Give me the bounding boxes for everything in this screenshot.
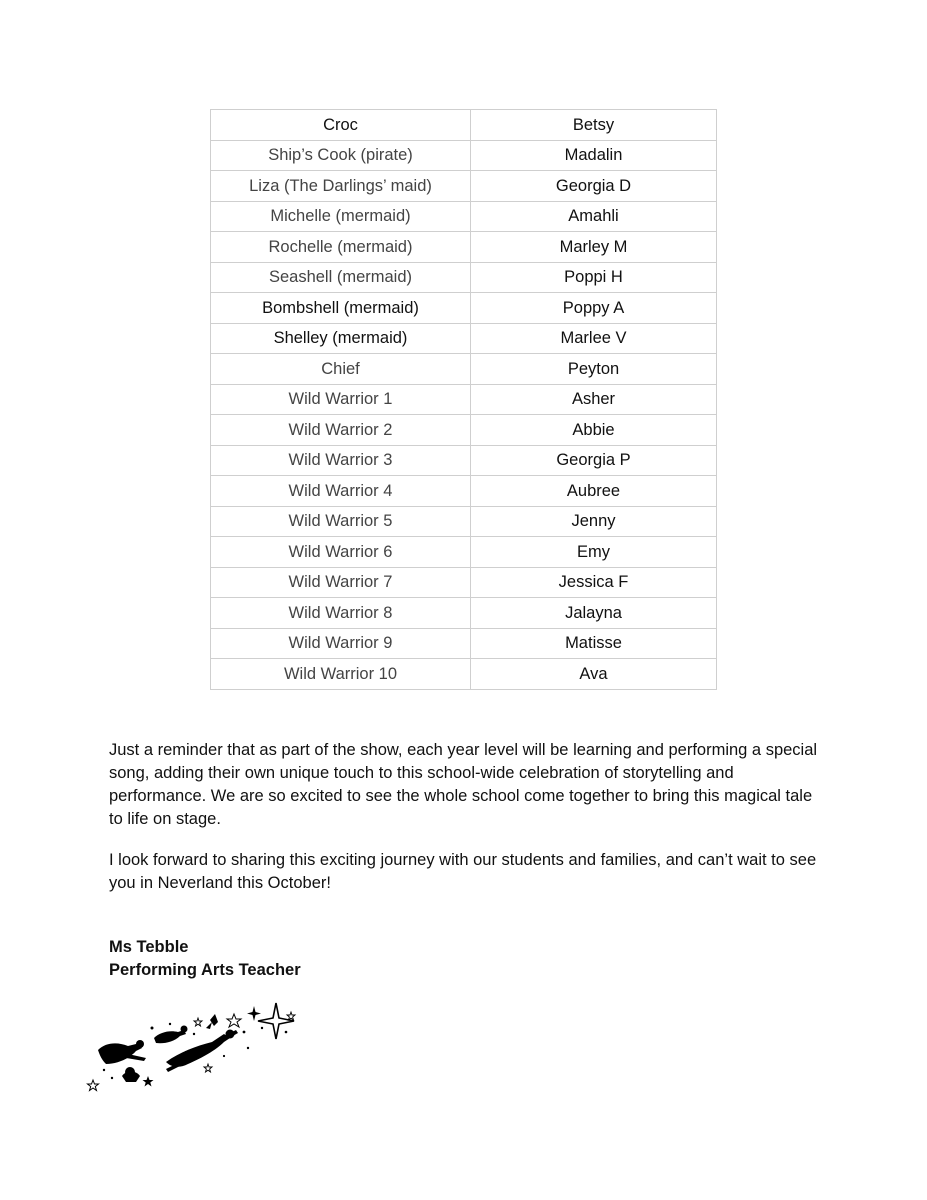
table-row (211, 415, 717, 446)
reminder-paragraph: Just a reminder that as part of the show, each year level will be learning and performing a special song, adding their own unique touch to this school-wide celebration of storytelling and performance. We are so excited to see the whole school come together to bring this magical tale to life on stage. (109, 741, 818, 828)
table-row (211, 262, 717, 293)
actor-cell: Asher (471, 384, 717, 415)
actor-cell: Amahli (471, 201, 717, 232)
table-row (211, 567, 717, 598)
table-row (211, 140, 717, 171)
role-cell: Chief (211, 354, 471, 385)
table-row (211, 506, 717, 537)
role-cell: Michelle (mermaid) (211, 201, 471, 232)
role-cell: Wild Warrior 6 (211, 537, 471, 568)
role-cell: Seashell (mermaid) (211, 262, 471, 293)
role-cell: Wild Warrior 7 (211, 567, 471, 598)
actor-cell: Peyton (471, 354, 717, 385)
table-row (211, 384, 717, 415)
actor-cell: Poppi H (471, 262, 717, 293)
actor-cell: Madalin (471, 140, 717, 171)
cast-table (210, 109, 717, 690)
role-cell: Liza (The Darlings’ maid) (211, 171, 471, 202)
actor-cell: Georgia P (471, 445, 717, 476)
actor-cell: Jenny (471, 506, 717, 537)
table-row (211, 201, 717, 232)
table-row (211, 171, 717, 202)
table-row (211, 293, 717, 324)
role-cell: Ship’s Cook (pirate) (211, 140, 471, 171)
role-cell: Wild Warrior 10 (211, 659, 471, 690)
table-row (211, 354, 717, 385)
table-row (211, 445, 717, 476)
closing-paragraph: I look forward to sharing this exciting journey with our students and families, and can’t wait to see you in Neverland this October! (109, 851, 817, 892)
role-cell: Wild Warrior 8 (211, 598, 471, 629)
signature-title: Performing Arts Teacher (109, 961, 301, 979)
actor-cell: Abbie (471, 415, 717, 446)
actor-cell: Betsy (471, 110, 717, 141)
role-cell: Rochelle (mermaid) (211, 232, 471, 263)
table-row (211, 537, 717, 568)
role-cell: Wild Warrior 9 (211, 628, 471, 659)
actor-cell: Jessica F (471, 567, 717, 598)
actor-cell: Poppy A (471, 293, 717, 324)
table-row (211, 659, 717, 690)
role-cell: Wild Warrior 1 (211, 384, 471, 415)
flying-children-silhouette-icon (84, 998, 304, 1098)
role-cell: Croc (211, 110, 471, 141)
table-row (211, 598, 717, 629)
table-row (211, 628, 717, 659)
role-cell: Bombshell (mermaid) (211, 293, 471, 324)
actor-cell: Georgia D (471, 171, 717, 202)
table-row (211, 323, 717, 354)
role-cell: Wild Warrior 3 (211, 445, 471, 476)
role-cell: Wild Warrior 2 (211, 415, 471, 446)
actor-cell: Jalayna (471, 598, 717, 629)
table-row (211, 110, 717, 141)
role-cell: Shelley (mermaid) (211, 323, 471, 354)
actor-cell: Ava (471, 659, 717, 690)
actor-cell: Matisse (471, 628, 717, 659)
actor-cell: Emy (471, 537, 717, 568)
role-cell: Wild Warrior 4 (211, 476, 471, 507)
role-cell: Wild Warrior 5 (211, 506, 471, 537)
table-row (211, 232, 717, 263)
signature-name: Ms Tebble (109, 938, 189, 956)
actor-cell: Marlee V (471, 323, 717, 354)
actor-cell: Aubree (471, 476, 717, 507)
table-row (211, 476, 717, 507)
actor-cell: Marley M (471, 232, 717, 263)
